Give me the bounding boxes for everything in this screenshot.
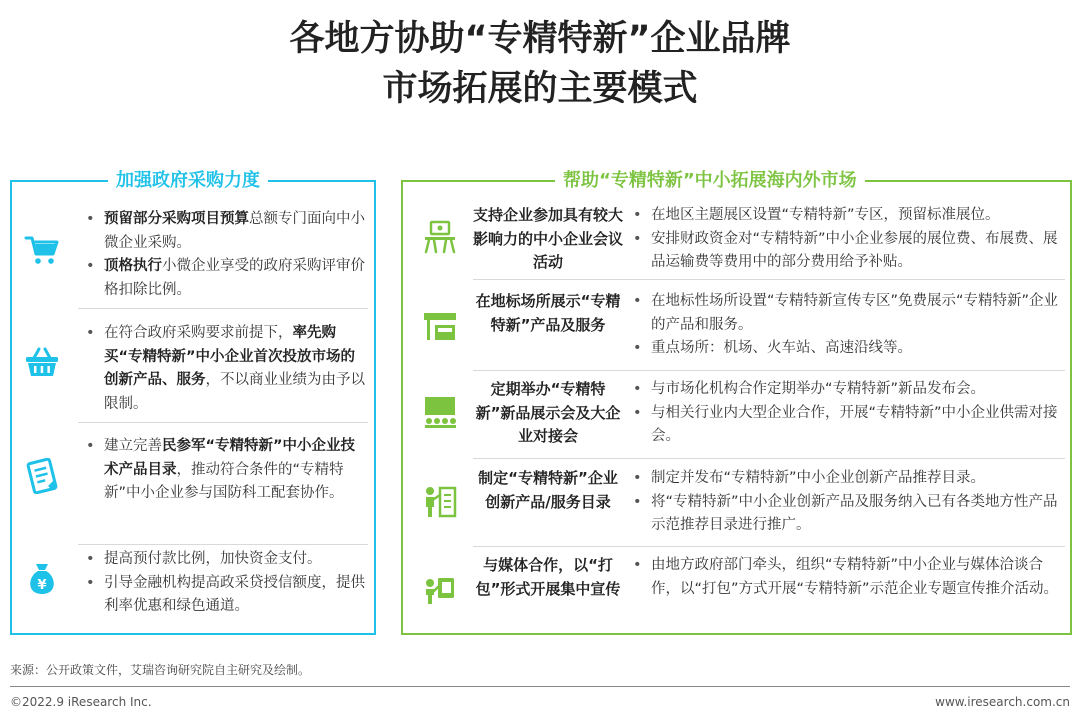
left-panel-header: 加强政府采购力度 (108, 169, 268, 193)
list-item: • 与相关行业内大型企业合作，开展“专精特新”中小企业供需对接会。 (629, 402, 1065, 449)
strategy-row-1-name: 支持企业参加具有较大影响力的中小企业会议活动 (473, 206, 624, 271)
presenter-board-icon (423, 485, 457, 519)
strategy-row-2-name: 在地标场所展示“专精特新”产品及服务 (475, 292, 621, 334)
copyright-text: ©2022.9 iResearch Inc. (10, 695, 152, 709)
conference-icon (423, 220, 457, 254)
right-divider (473, 279, 1065, 280)
list-item: • 在地区主题展区设置“专精特新”专区，预留标准展位。 (629, 204, 1065, 228)
presentation-audience-icon (423, 395, 457, 429)
right-divider (473, 370, 1065, 371)
list-item: • 重点场所：机场、火车站、高速沿线等。 (629, 337, 1065, 361)
website-link[interactable]: www.iresearch.com.cn (935, 695, 1070, 709)
list-item: • 安排财政资金对“专精特新”中小企业参展的展位费、布展费、展品运输费等费用中的部分费用给予补贴。 (629, 228, 1065, 275)
document-list-icon (24, 458, 60, 494)
list-item: • 顶格执行小微企业享受的政府采购评审价格扣除比例。 (82, 255, 368, 302)
list-item: • 提高预付款比例，加快资金支付。 (82, 548, 368, 572)
list-item: • 在符合政府采购要求前提下，率先购买“专精特新”中小企业首次投放市场的创新产品、服务，不以商业业绩为由予以限制。 (82, 322, 368, 416)
right-panel-header: 帮助“专精特新”中小拓展海内外市场 (555, 169, 865, 193)
list-item: • 与市场化机构合作定期举办“专精特新”新品发布会。 (629, 378, 1065, 402)
left-divider (78, 422, 368, 423)
strategy-row-3-bullets (629, 378, 1065, 449)
government-procurement-panel (10, 170, 376, 635)
list-item: • 由地方政府部门牵头，组织“专精特新”中小企业与媒体洽谈合作，以“打包”方式开展“专精特新”示范企业专题宣传推介活动。 (629, 554, 1065, 601)
left-section-1-bullets (82, 208, 368, 302)
svg-text:¥: ¥ (37, 578, 47, 593)
strategy-row-5-name: 与媒体合作，以“打包”形式开展集中宣传 (475, 556, 621, 598)
list-item: • 在地标性场所设置“专精特新宣传专区”免费展示“专精特新”企业的产品和服务。 (629, 290, 1065, 337)
strategy-row-5-bullets (629, 554, 1065, 601)
strategy-row-2-bullets (629, 290, 1065, 361)
source-note: 来源：公开政策文件，艾瑞咨询研究院自主研究及绘制。 (10, 663, 311, 677)
strategy-row-4-bullets (629, 467, 1065, 538)
strategy-row-3-name: 定期举办“专精特新”新品展示会及大企业对接会 (475, 380, 621, 445)
left-divider (78, 544, 368, 545)
list-item: • 预留部分采购项目预算总额专门面向中小微企业采购。 (82, 208, 368, 255)
list-item: • 建立完善民参军“专精特新”中小企业技术产品目录，推动符合条件的“专精特新”中小企业参与国防科工配套协作。 (82, 435, 368, 506)
exhibition-stand-icon (423, 309, 457, 343)
left-section-2-bullets (82, 322, 368, 416)
footer-divider (10, 686, 1070, 687)
title-line-1: 各地方协助“专精特新”企业品牌 (289, 19, 791, 59)
right-divider (473, 546, 1065, 547)
strategy-row-4-name: 制定“专精特新”企业创新产品/服务目录 (478, 469, 618, 511)
shopping-cart-icon (24, 232, 60, 268)
left-section-3-bullets (82, 435, 368, 506)
title-line-2: 市场拓展的主要模式 (382, 69, 698, 109)
media-speaker-icon (423, 572, 457, 606)
list-item: • 引导金融机构提高政采贷授信额度，提供利率优惠和绿色通道。 (82, 572, 368, 619)
strategy-row-1-bullets (629, 204, 1065, 275)
right-divider (473, 458, 1065, 459)
list-item: • 制定并发布“专精特新”中小企业创新产品推荐目录。 (629, 467, 1065, 491)
money-bag-icon (24, 561, 60, 597)
left-divider (78, 308, 368, 309)
left-section-4-bullets (82, 548, 368, 619)
basket-icon (24, 344, 60, 380)
list-item: • 将“专精特新”中小企业创新产品及服务纳入已有各类地方性产品示范推荐目录进行推广。 (629, 491, 1065, 538)
market-expansion-panel (401, 170, 1072, 635)
page-title (0, 14, 1080, 114)
